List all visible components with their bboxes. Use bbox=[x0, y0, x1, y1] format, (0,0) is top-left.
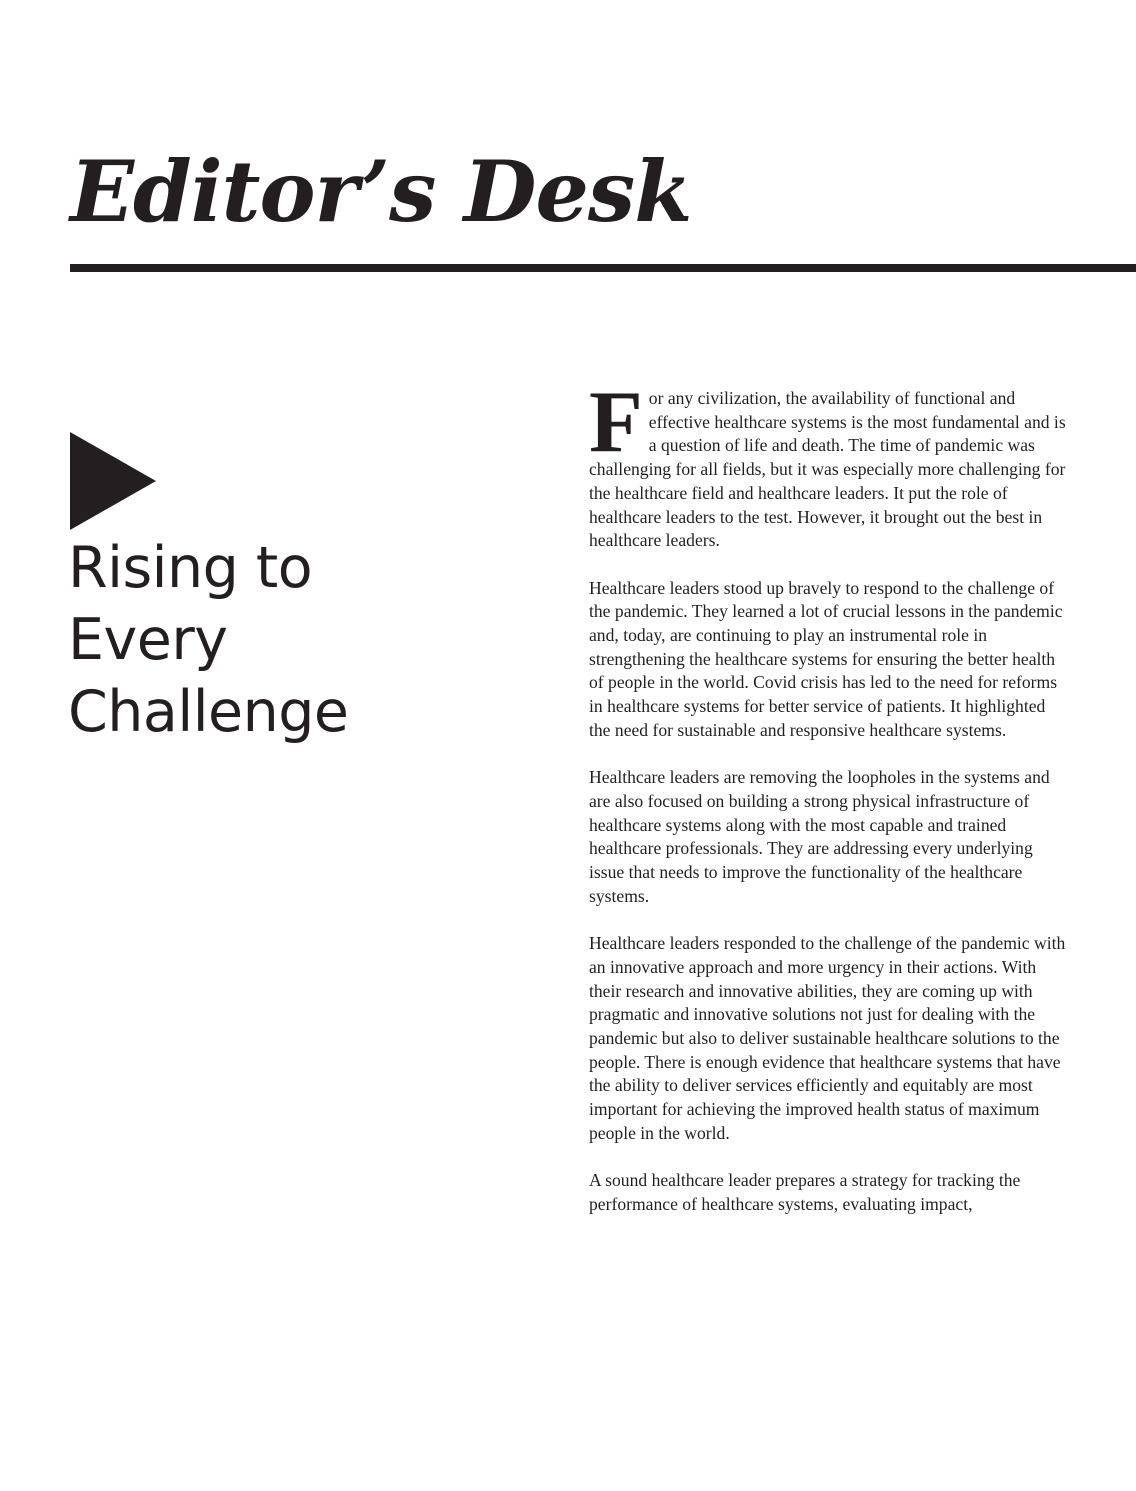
article-paragraph: Healthcare leaders responded to the challenge of the pandemic with an innovative approach and more urgency in their actions. With their research and innovative abilities, they are coming up with pragmatic and innovative solutions not just for dealing with the pandemic but also to deliver sustainable healthcare solutions to the people. There is enough evidence that healthcare systems that have the ability to deliver services efficiently and equitably are most important for achieving the improved health status of maximum people in the world. bbox=[589, 933, 1066, 1143]
drop-cap: F bbox=[589, 374, 643, 471]
article-body bbox=[589, 374, 1067, 1240]
article-paragraph: Healthcare leaders stood up bravely to respond to the challenge of the pandemic. They learned a lot of crucial lessons in the pandemic and, today, are continuing to play an instrumental role in strengthening the healthcare systems for ensuring the better health of people in the world. Covid crisis has led to the need for reforms in healthcare systems for better service of patients. It highlighted the need for sustainable and responsive healthcare systems. bbox=[589, 577, 1063, 740]
paragraph-text: or any civilization, the availability of functional and effective healthcare systems is the most fundamental and is a question of life and death. The time of pandemic was challenging for all fields, but it was especially more challenging for the healthcare field and healthcare leaders. It put the role of healthcare leaders to the test. However, it brought out the best in healthcare leaders. bbox=[589, 388, 1066, 551]
article-paragraph: Healthcare leaders are removing the loopholes in the systems and are also focused on building a strong physical infrastructure of healthcare systems along with the most capable and trained healthcare professionals. They are addressing every underlying issue that needs to improve the functionality of the healthcare systems. bbox=[589, 767, 1050, 906]
headline-line: Every bbox=[68, 607, 228, 673]
masthead-title: Editor’s Desk bbox=[70, 142, 692, 241]
headline-line: Challenge bbox=[68, 679, 349, 745]
play-triangle-icon bbox=[70, 432, 156, 530]
headline-line: Rising to bbox=[68, 535, 313, 601]
feature-headline bbox=[68, 532, 488, 748]
masthead-rule bbox=[70, 264, 1136, 272]
article-paragraph bbox=[589, 374, 1067, 553]
article-paragraph: A sound healthcare leader prepares a strategy for tracking the performance of healthcare systems, evaluating impact, bbox=[589, 1170, 1021, 1214]
